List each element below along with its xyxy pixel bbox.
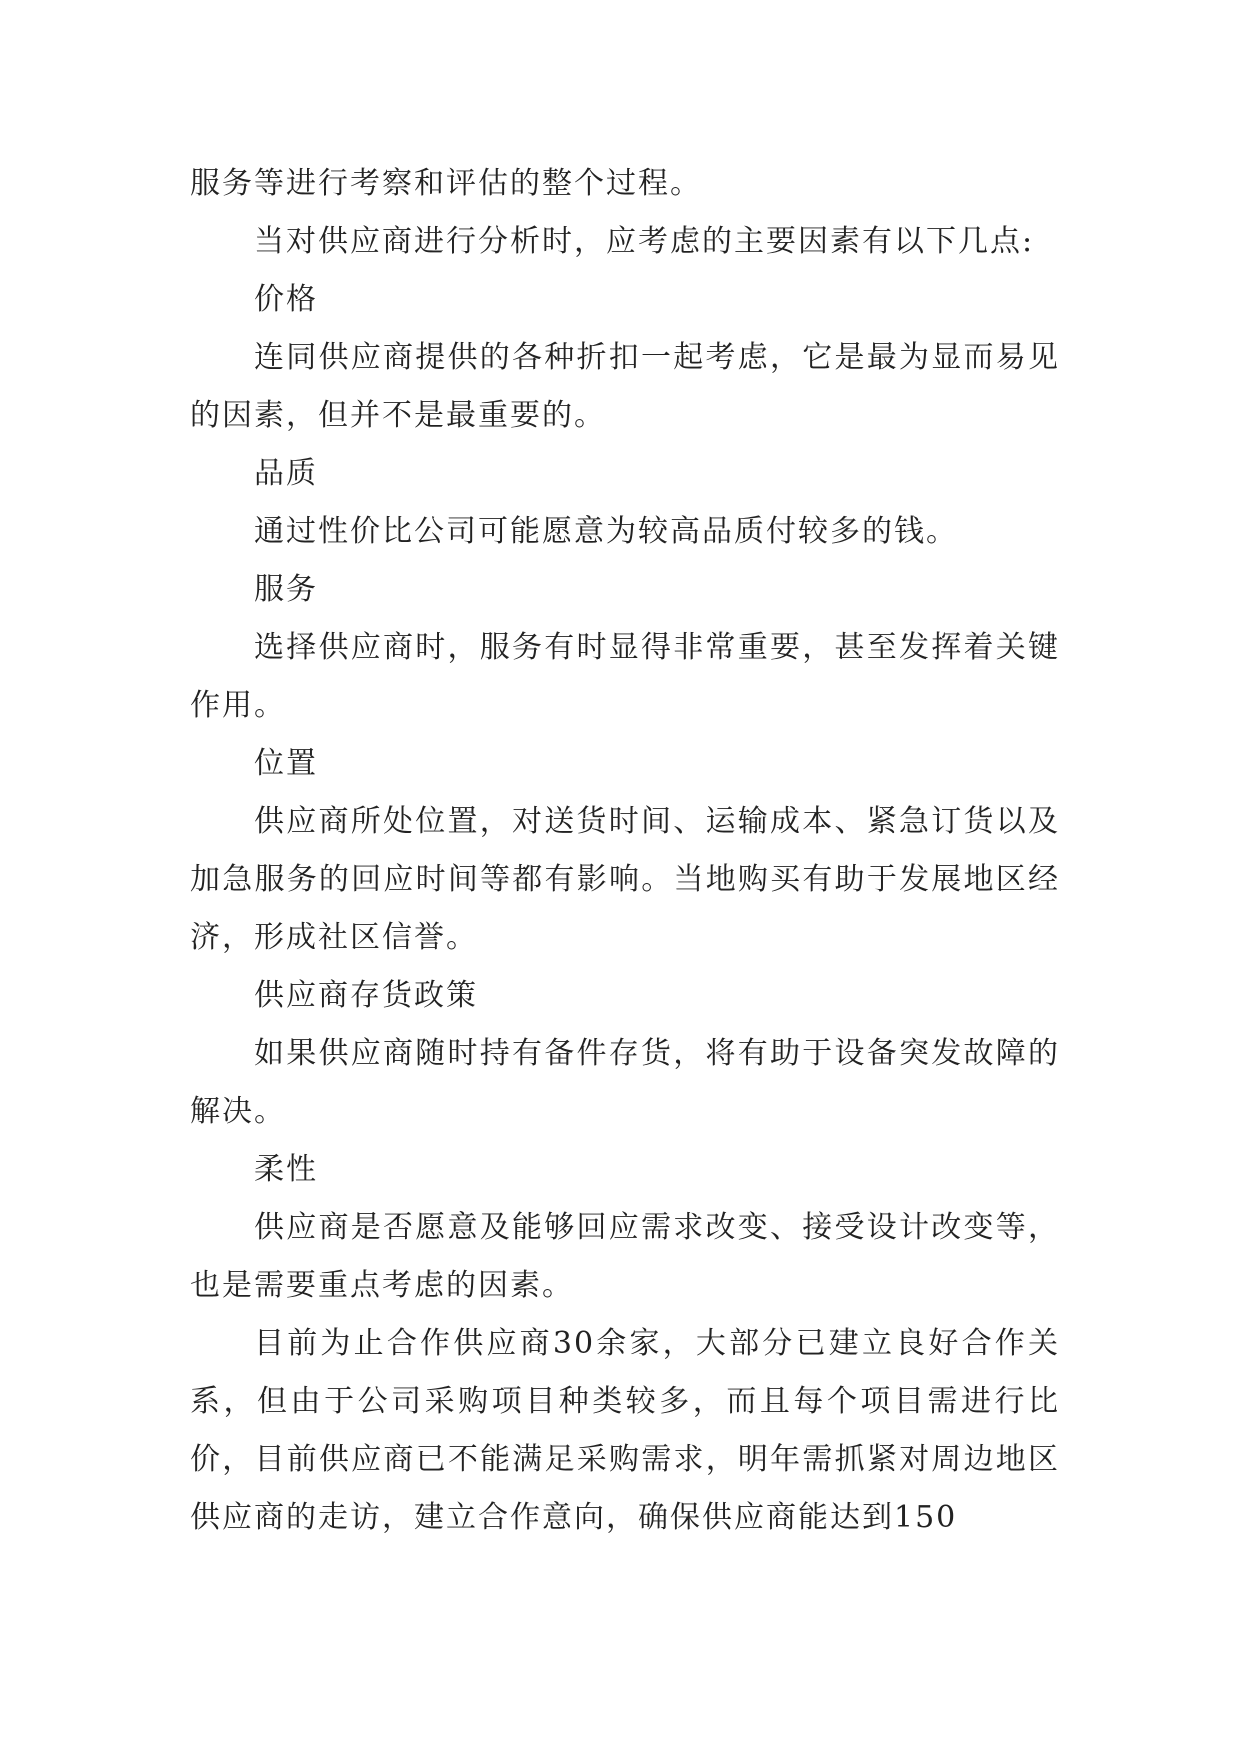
heading-price: 价格 [254,282,318,317]
heading-flexibility: 柔性 [254,1152,318,1187]
heading-quality: 品质 [254,456,318,491]
heading-inventory-policy: 供应商存货政策 [254,978,478,1013]
paragraph-quality: 通过性价比公司可能愿意为较高品质付较多的钱。 [254,514,958,549]
paragraph-continuation: 服务等进行考察和评估的整个过程。 [190,166,702,201]
paragraph-location: 供应商所处位置，对送货时间、运输成本、紧急订货以及加急服务的回应时间等都有影响。当地购买有助于发展地区经济，形成社区信誉。 [190,804,1060,955]
heading-location: 位置 [254,746,318,781]
paragraph-price: 连同供应商提供的各种折扣一起考虑，它是最为显而易见的因素，但并不是最重要的。 [190,340,1060,433]
document-body [190,155,1060,1547]
paragraph-inventory-policy: 如果供应商随时持有备件存货，将有助于设备突发故障的解决。 [190,1036,1060,1129]
paragraph-service: 选择供应商时，服务有时显得非常重要，甚至发挥着关键作用。 [190,630,1060,723]
heading-service: 服务 [254,572,318,607]
paragraph-intro: 当对供应商进行分析时，应考虑的主要因素有以下几点: [254,224,1035,259]
paragraph-current-status: 目前为止合作供应商30余家，大部分已建立良好合作关系，但由于公司采购项目种类较多，而且每个项目需进行比价，目前供应商已不能满足采购需求，明年需抓紧对周边地区供应商的走访，建立合作意向，确保供应商能达到150 [190,1326,1060,1535]
paragraph-flexibility: 供应商是否愿意及能够回应需求改变、接受设计改变等，也是需要重点考虑的因素。 [190,1210,1060,1303]
